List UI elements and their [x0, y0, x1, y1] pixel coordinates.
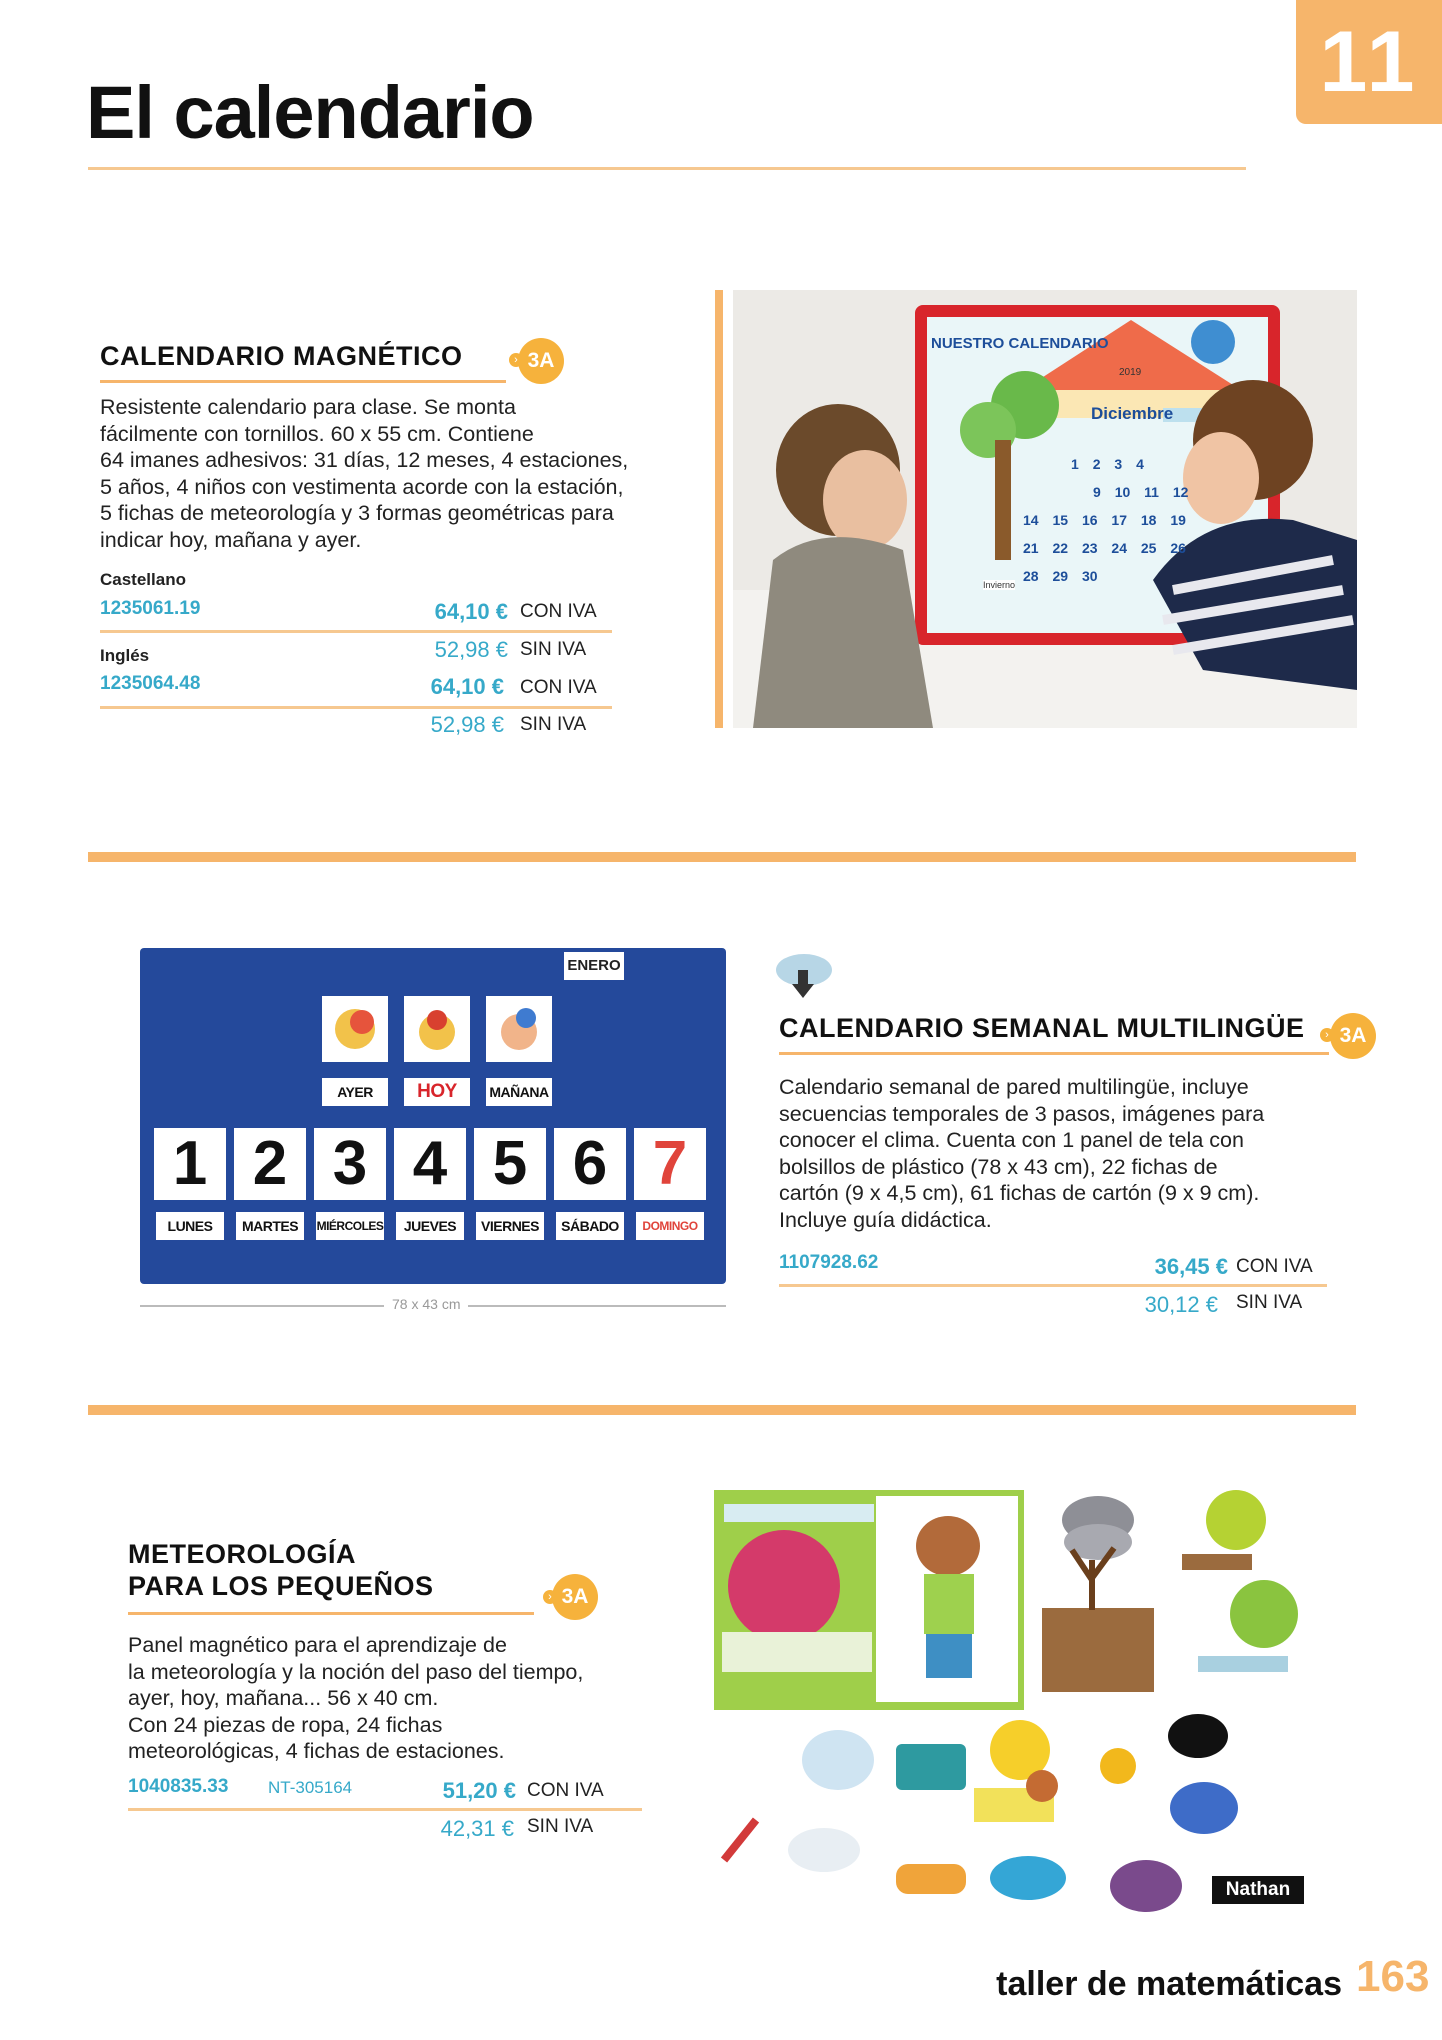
day-cell: 30	[1081, 568, 1098, 584]
day-card: DOMINGO	[636, 1212, 704, 1240]
vat-label: CON IVA	[527, 1780, 604, 1801]
variant-language: Castellano	[100, 570, 186, 589]
product-code: 1107928.62	[779, 1252, 879, 1273]
day-cell: 19	[1170, 512, 1186, 528]
number-card: 3	[314, 1128, 386, 1200]
description-line: Incluye guía didáctica.	[779, 1207, 992, 1232]
time-card-hoy: HOY	[404, 1078, 470, 1106]
day-cell: 14	[1023, 512, 1039, 528]
description-line: meteorológicas, 4 fichas de estaciones.	[128, 1739, 505, 1763]
page-tab: 11	[1296, 0, 1442, 124]
board-days	[1023, 450, 1188, 590]
day-cell: 10	[1114, 484, 1131, 500]
day-cell: 2	[1092, 456, 1101, 472]
price-without-vat: 30,12 €	[1144, 1292, 1218, 1317]
age-dot-icon: ›	[509, 353, 523, 367]
age-badge: 3A	[1330, 1013, 1376, 1059]
time-card-manana: MAÑANA	[486, 1078, 552, 1106]
day-cell: 24	[1111, 540, 1127, 556]
vat-label: SIN IVA	[520, 714, 587, 735]
price-with-vat: 64,10 €	[434, 599, 508, 624]
day-cell: 25	[1140, 540, 1157, 556]
day-card: MARTES	[236, 1212, 304, 1240]
number-card: 6	[554, 1128, 626, 1200]
product-title: CALENDARIO SEMANAL MULTILINGÜE	[779, 1013, 1305, 1043]
day-cell: 1	[1071, 456, 1079, 472]
product-photo-pocket-chart	[140, 948, 726, 1284]
day-cell: 11	[1144, 484, 1159, 500]
weather-picture	[486, 996, 552, 1062]
description-line: bolsillos de plástico (78 x 43 cm), 22 fichas de	[779, 1154, 1218, 1179]
weather-picture	[322, 996, 388, 1062]
month-card: ENERO	[564, 952, 624, 980]
description-line: Panel magnético para el aprendizaje de	[128, 1633, 507, 1657]
section-separator	[88, 852, 1356, 862]
number-card: 1	[154, 1128, 226, 1200]
price-rule	[100, 706, 612, 709]
age-badge: 3A	[552, 1574, 598, 1620]
day-card: VIERNES	[476, 1212, 544, 1240]
price-rule	[779, 1284, 1327, 1287]
board-title: NUESTRO CALENDARIO	[931, 335, 1109, 352]
brand-logo-nathan: Nathan	[1212, 1876, 1304, 1904]
day-cell: 26	[1170, 540, 1186, 556]
product-description	[779, 1074, 1349, 1233]
day-cell: 21	[1023, 540, 1039, 556]
variant-language: Inglés	[100, 646, 150, 665]
board-season: Invierno	[983, 580, 1016, 590]
vat-label: CON IVA	[520, 677, 597, 698]
age-badge: 3A	[518, 338, 564, 384]
page-number: 163	[1356, 1952, 1430, 2001]
day-card: SÁBADO	[556, 1212, 624, 1240]
title-rule	[88, 167, 1246, 170]
day-cell: 23	[1081, 540, 1098, 556]
day-cell: 17	[1111, 512, 1127, 528]
cloud-download-icon	[770, 948, 836, 1000]
day-cell: 3	[1114, 456, 1123, 472]
description-line: conocer el clima. Cuenta con 1 panel de tela con	[779, 1128, 1244, 1152]
day-cell: 18	[1140, 512, 1157, 528]
description-line: cartón (9 x 4,5 cm), 61 fichas de cartón (9 x 9 cm).	[779, 1181, 1260, 1205]
price-without-vat: 42,31 €	[440, 1816, 514, 1841]
day-cell: 9	[1093, 484, 1101, 500]
description-line: fácilmente con tornillos. 60 x 55 cm. Contiene	[100, 421, 534, 446]
weather-picture	[404, 996, 470, 1062]
title-underline	[128, 1612, 534, 1615]
board-month: Diciembre	[1091, 404, 1174, 423]
vat-label: SIN IVA	[520, 639, 587, 660]
product-title-line: METEOROLOGÍA	[128, 1539, 356, 1569]
vat-label: SIN IVA	[527, 1816, 594, 1837]
age-dot-icon: ›	[1320, 1028, 1334, 1042]
product-photo-magnetic-calendar	[733, 290, 1357, 728]
day-cell: 4	[1136, 456, 1144, 472]
page-title: El calendario	[86, 71, 534, 154]
description-line: secuencias temporales de 3 pasos, imágenes para	[779, 1101, 1265, 1126]
description-line: indicar hoy, mañana y ayer.	[100, 527, 362, 552]
price-rule	[100, 630, 612, 633]
product-title: CALENDARIO MAGNÉTICO	[100, 341, 463, 371]
price-with-vat: 51,20 €	[442, 1778, 516, 1803]
description-line: ayer, hoy, mañana... 56 x 40 cm.	[128, 1686, 439, 1710]
vat-label: CON IVA	[520, 601, 597, 622]
day-cell: 15	[1052, 512, 1069, 528]
product-description	[128, 1632, 688, 1765]
day-cell: 16	[1081, 512, 1098, 528]
price-with-vat: 36,45 €	[1154, 1254, 1228, 1279]
vertical-divider	[715, 290, 723, 728]
day-cell: 12	[1172, 484, 1189, 500]
board-year: 2019	[1119, 367, 1142, 378]
product-photo-weather-kit	[712, 1490, 1312, 1922]
day-cell: 28	[1023, 568, 1039, 584]
section-separator	[88, 1405, 1356, 1415]
dimension-label: 78 x 43 cm	[384, 1296, 468, 1312]
description-line: 5 años, 4 niños con vestimenta acorde con la estación,	[100, 474, 624, 499]
description-line: Resistente calendario para clase. Se monta	[100, 395, 516, 419]
description-line: 5 fichas de meteorología y 3 formas geométricas para	[100, 501, 614, 525]
description-line: 64 imanes adhesivos: 31 días, 12 meses, 4 estaciones,	[100, 448, 629, 472]
day-cell: 29	[1052, 568, 1069, 584]
day-card: MIÉRCOLES	[316, 1212, 384, 1240]
price-without-vat: 52,98 €	[430, 712, 504, 737]
number-card: 4	[394, 1128, 466, 1200]
product-description	[100, 394, 700, 553]
price-rule	[128, 1808, 642, 1811]
number-card: 5	[474, 1128, 546, 1200]
title-underline	[779, 1052, 1329, 1055]
day-card: JUEVES	[396, 1212, 464, 1240]
product-code: 1040835.33	[128, 1776, 229, 1797]
day-cell: 22	[1052, 540, 1069, 556]
product-code: 1235061.19	[100, 598, 201, 619]
number-card: 7	[634, 1128, 706, 1200]
footer-section-title: taller de matemáticas	[996, 1965, 1342, 2003]
title-underline	[100, 380, 506, 383]
description-line: la meteorología y la noción del paso del tiempo,	[128, 1659, 584, 1684]
number-card: 2	[234, 1128, 306, 1200]
day-card: LUNES	[156, 1212, 224, 1240]
price-without-vat: 52,98 €	[434, 637, 508, 662]
description-line: Calendario semanal de pared multilingüe, incluye	[779, 1075, 1249, 1099]
description-line: Con 24 piezas de ropa, 24 fichas	[128, 1712, 443, 1737]
vat-label: SIN IVA	[1236, 1292, 1303, 1313]
vat-label: CON IVA	[1236, 1256, 1313, 1277]
age-dot-icon: ›	[543, 1590, 557, 1604]
price-with-vat: 64,10 €	[430, 674, 504, 699]
product-reference: NT-305164	[268, 1778, 353, 1797]
product-title-line: PARA LOS PEQUEÑOS	[128, 1571, 434, 1601]
time-card-ayer: AYER	[322, 1078, 388, 1106]
product-code: 1235064.48	[100, 673, 201, 694]
weather-kit-illustration	[712, 1490, 1312, 1922]
